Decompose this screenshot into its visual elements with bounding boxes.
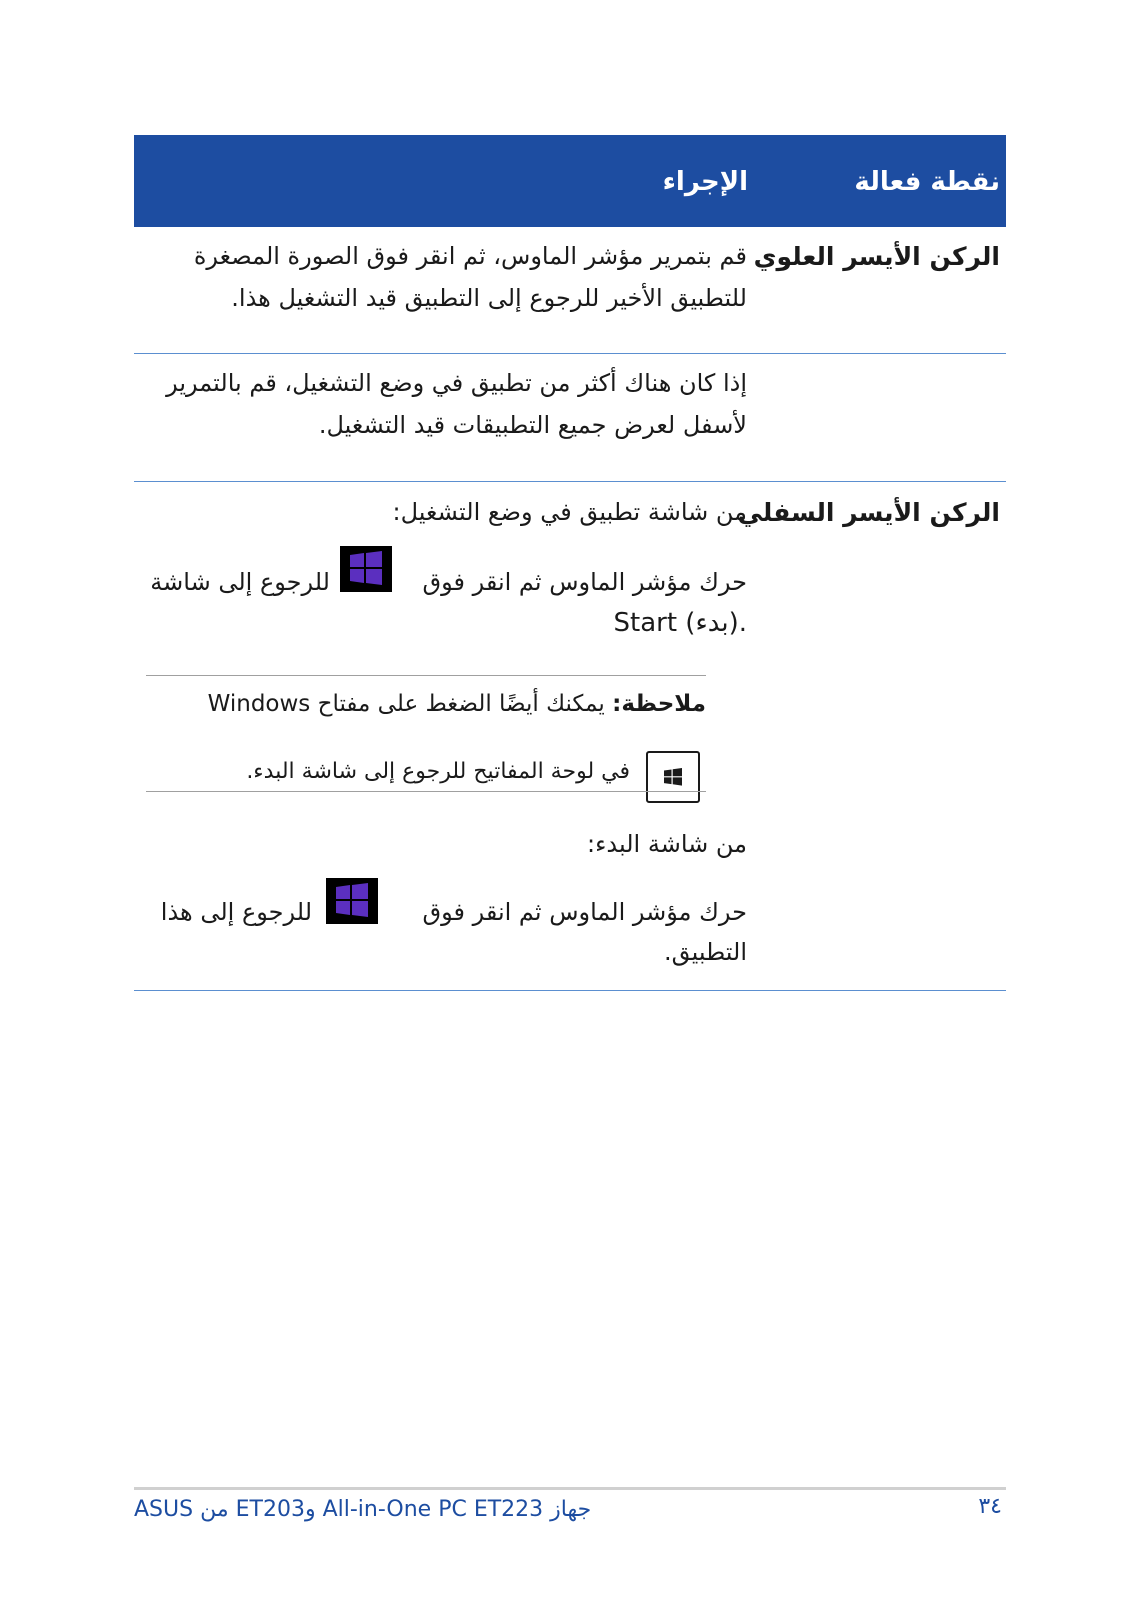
footer-device-text: جهاز All-in-One PC ET223 وET203 من ASUS (134, 1497, 592, 1522)
note-top-rule (146, 675, 706, 676)
row3-intro: من شاشة تطبيق في وضع التشغيل: (392, 498, 747, 526)
row3-move1-line2: Start (بدء). (613, 608, 747, 638)
row3-move1-after: للرجوع إلى شاشة (150, 568, 330, 596)
row2-line1: إذا كان هناك أكثر من تطبيق في وضع التشغيل، قم بالتمرير (166, 369, 747, 397)
row-divider (134, 481, 1006, 482)
hotspot-lower-left: الركن الأيسر السفلي (737, 498, 1000, 527)
footer-rule (134, 1487, 1006, 1490)
column-header-hotspot: نقطة فعالة (854, 167, 1000, 197)
row-divider (134, 353, 1006, 354)
note-text: يمكنك أيضًا الضغط على مفتاح Windows (207, 691, 605, 717)
column-header-action: الإجراء (662, 167, 748, 197)
row2-line2: لأسفل لعرض جميع التطبيقات قيد التشغيل. (318, 411, 747, 439)
note-bottom-rule (146, 791, 706, 792)
row3-move2-line2: التطبيق. (663, 938, 747, 966)
note-line1 (208, 688, 706, 720)
note-label: ملاحظة: (612, 691, 706, 717)
table-bottom-rule (134, 990, 1006, 991)
windows-start-icon (340, 546, 392, 592)
row3-move2-before: حرك مؤشر الماوس ثم انقر فوق (422, 898, 747, 926)
row1-line1: قم بتمرير مؤشر الماوس، ثم انقر فوق الصورة المصغرة (193, 242, 747, 270)
windows-start-icon (326, 878, 378, 924)
page-number: ٣٤ (978, 1494, 1002, 1519)
hotspot-upper-left: الركن الأيسر العلوي (753, 242, 1000, 271)
row3-intro2: من شاشة البدء: (587, 830, 747, 858)
row3-move1-before: حرك مؤشر الماوس ثم انقر فوق (422, 568, 747, 596)
windows-key-icon (646, 751, 700, 803)
row3-move2-after: للرجوع إلى هذا (160, 898, 312, 926)
row1-line2: للتطبيق الأخير للرجوع إلى التطبيق قيد التشغيل هذا. (231, 284, 747, 312)
note-line2: في لوحة المفاتيح للرجوع إلى شاشة البدء. (246, 759, 630, 784)
